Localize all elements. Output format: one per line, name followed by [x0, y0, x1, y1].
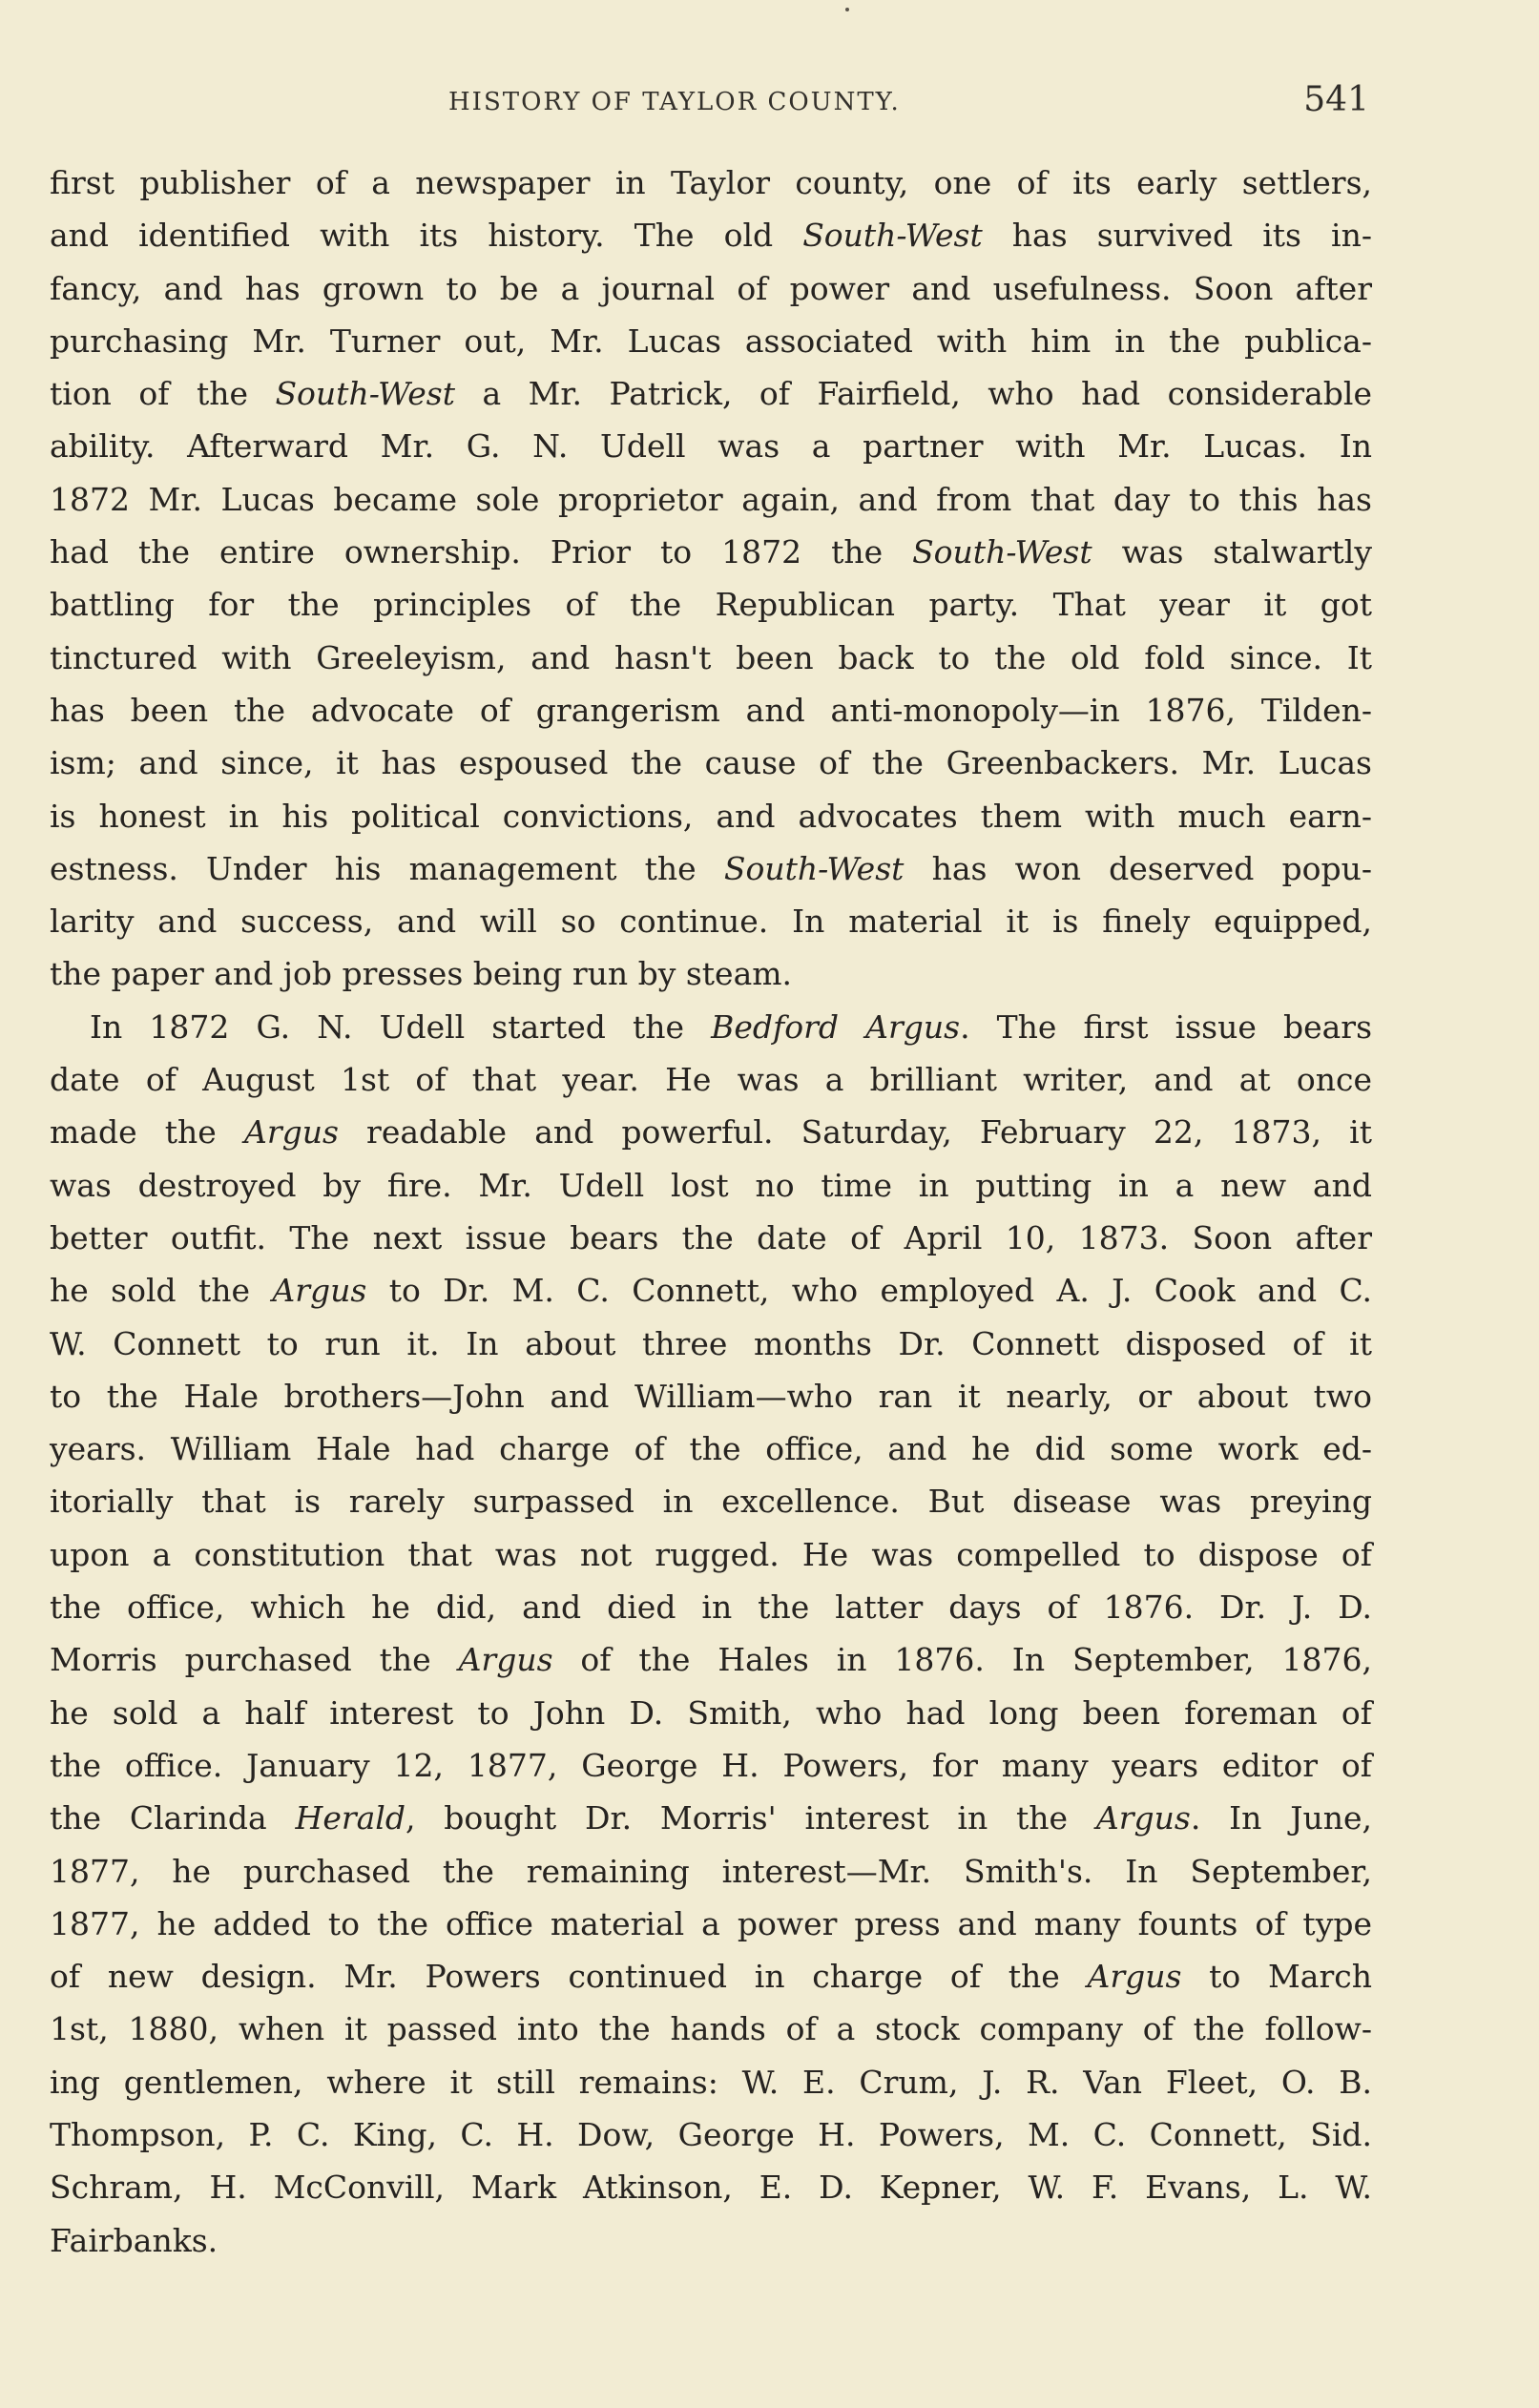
text-line: he sold a half interest to John D. Smith, who had long been foreman of — [50, 1693, 1372, 1732]
newspaper-title: Argus — [243, 1113, 339, 1152]
text-line: estness. Under his management the South-West has won deserved popu- — [50, 849, 1373, 887]
newspaper-title: Argus — [458, 1641, 553, 1679]
text-line: had the entire ownership. Prior to 1872 the South-West was stalwartly — [50, 533, 1372, 571]
text-line: 1872 Mr. Lucas became sole proprietor again, and from that day to this has — [50, 480, 1372, 518]
newspaper-title: South-West — [912, 533, 1092, 571]
text-line: better outfit. The next issue bears the date of April 10, 1873. Soon after — [50, 1218, 1372, 1256]
newspaper-title: South-West — [275, 375, 455, 413]
paragraph-end-line: Fairbanks. — [50, 2221, 218, 2259]
newspaper-title: Bedford Argus — [711, 1007, 961, 1046]
text-line: of new design. Mr. Powers continued in charge of the Argus to March — [50, 1958, 1372, 1996]
text-line: Thompson, P. C. King, C. H. Dow, George H. Powers, M. C. Connett, Sid. — [50, 2115, 1372, 2153]
text-line: 1877, he purchased the remaining interest—Mr. Smith's. In September, — [50, 1852, 1372, 1890]
text-line: first publisher of a newspaper in Taylor county, one of its early settlers, — [50, 164, 1372, 201]
newspaper-title: South-West — [802, 217, 983, 255]
text-line: he sold the Argus to Dr. M. C. Connett, who employed A. J. Cook and C. — [50, 1272, 1373, 1310]
print-speck — [845, 8, 849, 11]
newspaper-title: Argus — [272, 1272, 367, 1310]
text-line: 1st, 1880, when it passed into the hands of a stock company of the follow- — [50, 2010, 1372, 2048]
text-line: is honest in his political convictions, and advocates them with much earn- — [50, 797, 1372, 835]
text-line: battling for the principles of the Republican party. That year it got — [50, 586, 1372, 624]
text-line: Morris purchased the Argus of the Hales in 1876. In September, 1876, — [50, 1641, 1372, 1679]
newspaper-title: Herald — [295, 1799, 406, 1837]
page-number: 541 — [1303, 80, 1369, 119]
text-line: the office. January 12, 1877, George H. Powers, for many years editor of — [50, 1746, 1372, 1784]
text-line: tion of the South-West a Mr. Patrick, of Fairfield, who had considerable — [50, 375, 1373, 413]
text-line: ing gentlemen, where it still remains: W. E. Crum, J. R. Van Fleet, O. B. — [50, 2063, 1372, 2101]
text-line: and identified with its history. The old South-West has survived its in- — [50, 217, 1372, 255]
text-line: ability. Afterward Mr. G. N. Udell was a partner with Mr. Lucas. In — [50, 427, 1372, 466]
text-line: the office, which he did, and died in the latter days of 1876. Dr. J. D. — [50, 1588, 1372, 1627]
text-line: has been the advocate of grangerism and anti-monopoly—in 1876, Tilden- — [50, 691, 1372, 729]
newspaper-title: South-West — [723, 849, 905, 887]
text-line: made the Argus readable and powerful. Saturday, February 22, 1873, it — [50, 1113, 1372, 1152]
text-line: fancy, and has grown to be a journal of power and usefulness. Soon after — [50, 269, 1372, 307]
paragraph-end-line: the paper and job presses being run by steam. — [50, 955, 793, 993]
text-line: years. William Hale had charge of the office, and he did some work ed- — [50, 1430, 1372, 1468]
text-line: larity and success, and will so continue. In material it is finely equipped, — [50, 903, 1372, 941]
text-line: was destroyed by fire. Mr. Udell lost no time in putting in a new and — [50, 1166, 1372, 1204]
text-line: itorially that is rarely surpassed in excellence. But disease was preying — [50, 1483, 1372, 1521]
newspaper-title: Argus — [1087, 1958, 1182, 1996]
text-line: tinctured with Greeleyism, and hasn't been back to the old fold since. It — [50, 638, 1372, 676]
text-line: ism; and since, it has espoused the cause of the Greenbackers. Mr. Lucas — [50, 744, 1372, 782]
text-line: to the Hale brothers—John and William—who ran it nearly, or about two — [50, 1377, 1372, 1415]
text-line: upon a constitution that was not rugged. He was compelled to dispose of — [50, 1535, 1372, 1573]
text-line: 1877, he added to the office material a power press and many founts of type — [50, 1904, 1372, 1942]
text-line: the Clarinda Herald, bought Dr. Morris' interest in the Argus. In June, — [50, 1799, 1372, 1837]
text-line: date of August 1st of that year. He was a brilliant writer, and at once — [50, 1061, 1372, 1099]
paragraph-start-line: In 1872 G. N. Udell started the Bedford Argus. The first issue bears — [90, 1007, 1373, 1046]
text-line: Schram, H. McConvill, Mark Atkinson, E. D. Kepner, W. F. Evans, L. W. — [50, 2169, 1372, 2207]
newspaper-title: Argus — [1095, 1799, 1191, 1837]
text-line: purchasing Mr. Turner out, Mr. Lucas associated with him in the publica- — [50, 322, 1372, 360]
body-text — [50, 156, 1372, 2267]
text-line: W. Connett to run it. In about three months Dr. Connett disposed of it — [50, 1324, 1372, 1362]
running-head: HISTORY OF TAYLOR COUNTY. — [448, 88, 901, 116]
